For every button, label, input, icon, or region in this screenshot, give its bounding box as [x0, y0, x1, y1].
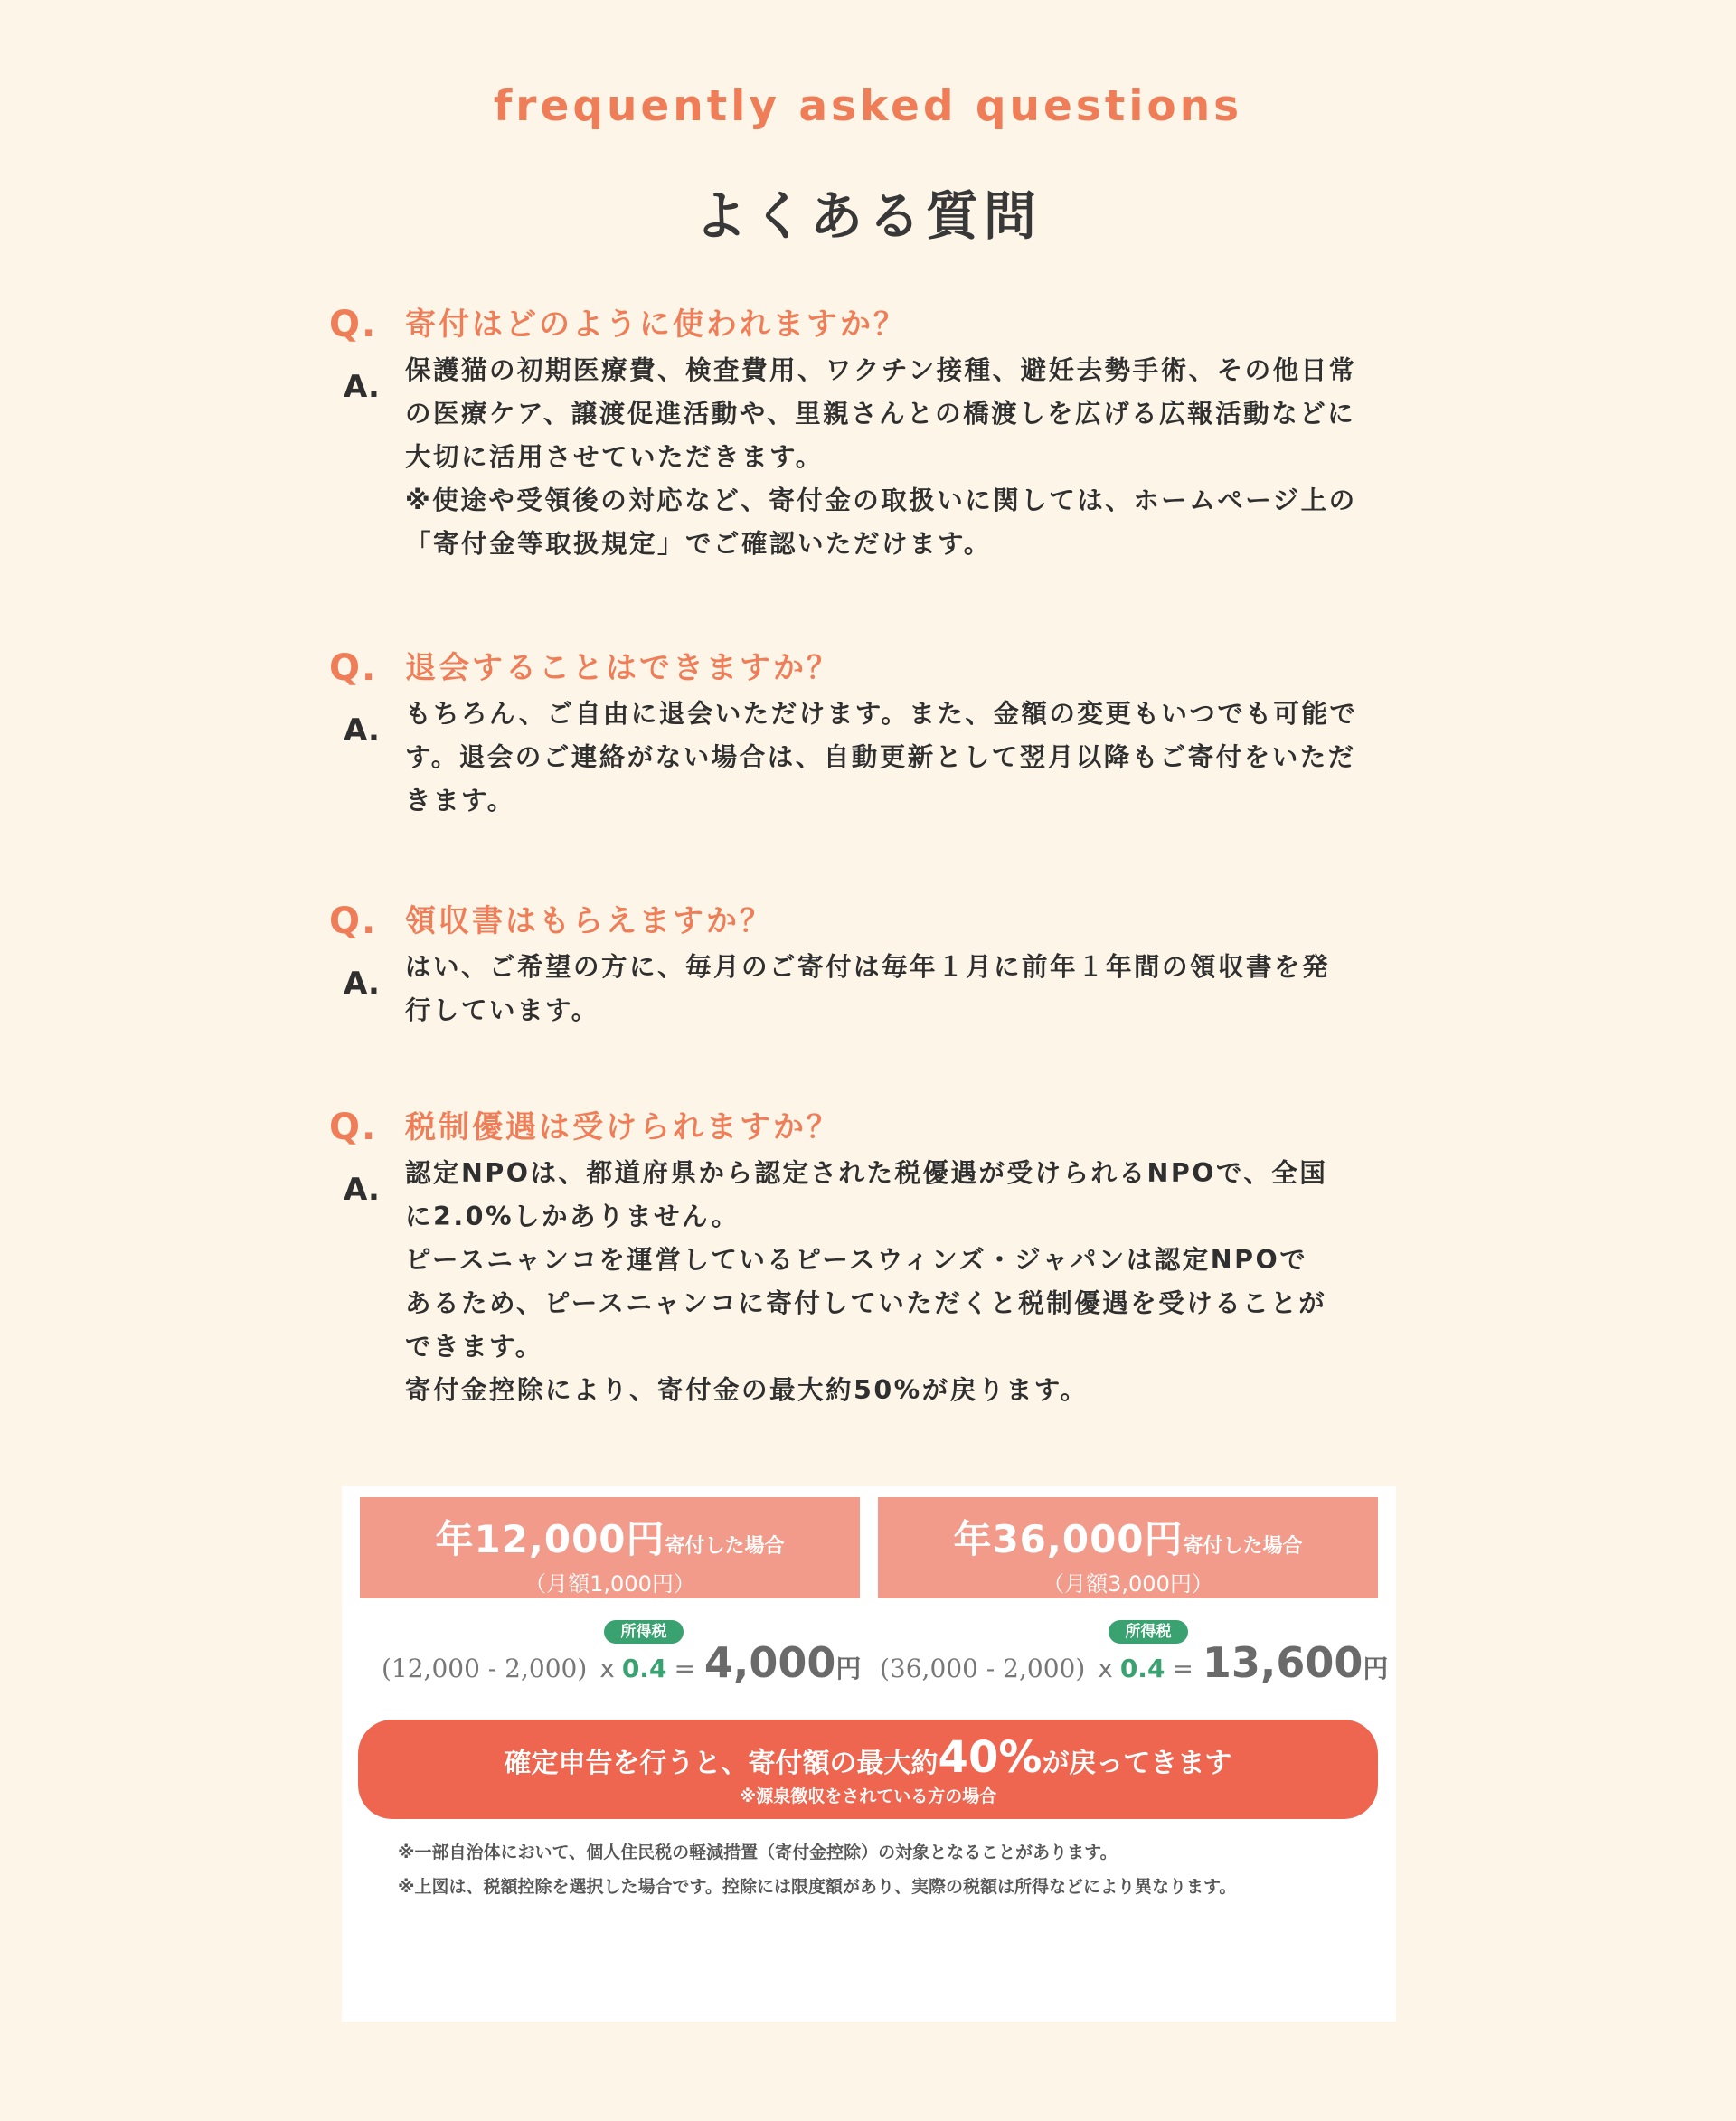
answer-line: あるため、ピースニャンコに寄付していただくと税制優遇を受けることが [405, 1288, 1327, 1318]
case-title [360, 1510, 860, 1564]
case-suffix: 寄付した場合 [1183, 1535, 1303, 1558]
formula-times: x [599, 1654, 615, 1683]
formula-base: (36,000 - 2,000) [880, 1654, 1086, 1683]
answer-line: す。退会のご連絡がない場合は、自動更新として翌月以降もご寄付をいただ [405, 742, 1356, 772]
formula-12000 [382, 1638, 861, 1702]
case-suffix: 寄付した場合 [665, 1535, 785, 1558]
faq-subtitle-en: frequently asked questions [493, 81, 1243, 131]
answer-row [329, 349, 1405, 566]
banner-before: 確定申告を行うと、寄付額の最大約 [504, 1748, 939, 1779]
answer-line: 行しています。 [405, 995, 599, 1025]
q-mark: Q. [329, 304, 378, 345]
answer-line: 「寄付金等取扱規定」でご確認いただけます。 [405, 529, 992, 559]
formula-result: 4,000 [703, 1638, 836, 1687]
answer-line: ※使途や受領後の対応など、寄付金の取扱いに関しては、ホームページ上の [405, 485, 1357, 515]
question-row [329, 302, 1405, 347]
case-monthly: （月額1,000円） [524, 1571, 695, 1597]
answer-line: できます。 [405, 1332, 543, 1362]
formula-equals: = [674, 1654, 695, 1683]
formula-rate: 0.4 [621, 1654, 667, 1683]
q-mark: Q. [329, 1107, 378, 1148]
case-monthly: （月額3,000円） [1043, 1571, 1213, 1597]
answer-row [329, 1152, 1405, 1412]
question-text: 税制優遇は受けられますか？ [405, 1109, 840, 1145]
formula-rate: 0.4 [1119, 1654, 1165, 1683]
answer-line: もちろん、ご自由に退会いただけます。また、金額の変更もいつでも可能で [405, 699, 1358, 729]
answer-line: 認定NPOは、都道府県から認定された税優遇が受けられるNPOで、全国 [405, 1158, 1328, 1188]
question-text: 寄付はどのように使われますか？ [405, 306, 907, 343]
faq-item [329, 646, 1405, 823]
answer-line: に2.0%しかありません。 [405, 1202, 740, 1231]
banner-text [358, 1732, 1378, 1783]
answer-line: はい、ご希望の方に、毎月のご寄付は毎年１月に前年１年間の領収書を発 [405, 952, 1331, 982]
income-tax-badge: 所得税 [1109, 1620, 1188, 1644]
answer-line: 寄付金控除により、寄付金の最大約50%が戻ります。 [405, 1375, 1089, 1405]
question-text: 領収書はもらえますか？ [405, 903, 773, 939]
answer-line: 保護猫の初期医療費、検査費用、ワクチン接種、避妊去勢手術、その他日常 [405, 355, 1357, 385]
case-header-12000 [360, 1497, 860, 1598]
banner-subnote: ※源泉徴収をされている方の場合 [739, 1786, 997, 1806]
case-title [878, 1510, 1378, 1564]
formula-yen: 円 [1363, 1654, 1389, 1683]
question-text: 退会することはできますか？ [405, 650, 840, 686]
formula-base: (12,000 - 2,000) [382, 1654, 588, 1683]
banner-percent: 40% [938, 1732, 1043, 1783]
income-tax-badge: 所得税 [604, 1620, 684, 1644]
question-row [329, 646, 1405, 691]
a-mark: A. [344, 369, 380, 405]
formula-equals: = [1172, 1654, 1194, 1683]
a-mark: A. [344, 712, 380, 749]
formula-36000 [880, 1638, 1388, 1702]
tax-deduction-infographic [342, 1486, 1396, 2022]
formula-times: x [1098, 1654, 1113, 1683]
answer-line: の医療ケア、譲渡促進活動や、里親さんとの橋渡しを広げる広報活動などに [405, 399, 1356, 429]
formula-result: 13,600 [1202, 1638, 1363, 1687]
case-prefix: 年 [435, 1517, 475, 1561]
answer-text [405, 1152, 1405, 1412]
question-row [329, 1105, 1405, 1150]
banner-after: が戻ってきます [1042, 1748, 1232, 1779]
answer-line: ピースニャンコを運営しているピースウィンズ・ジャパンは認定NPOで [405, 1245, 1308, 1275]
q-mark: Q. [329, 900, 378, 942]
faq-title: よくある質問 [693, 185, 1042, 247]
answer-text [405, 349, 1405, 566]
answer-line: きます。 [405, 786, 515, 815]
answer-row [329, 946, 1405, 1032]
case-header-36000 [878, 1497, 1378, 1598]
answer-line: 大切に活用させていただきます。 [405, 442, 824, 472]
question-row [329, 899, 1405, 944]
case-amount: 12,000円 [474, 1517, 665, 1561]
faq-item [329, 1105, 1405, 1412]
q-mark: Q. [329, 647, 378, 689]
faq-item [329, 302, 1405, 566]
answer-text [405, 693, 1405, 823]
faq-item [329, 899, 1405, 1032]
case-amount: 36,000円 [992, 1517, 1184, 1561]
formula-yen: 円 [835, 1654, 862, 1683]
case-prefix: 年 [953, 1517, 993, 1561]
a-mark: A. [344, 966, 380, 1002]
answer-text [405, 946, 1405, 1032]
answer-row [329, 693, 1405, 823]
a-mark: A. [344, 1172, 380, 1208]
refund-banner [358, 1720, 1378, 1819]
footnote: ※一部自治体において、個人住民税の軽減措置（寄付金控除）の対象となることがあります。 [398, 1843, 1118, 1862]
footnote: ※上図は、税額控除を選択した場合です。控除には限度額があり、実際の税額は所得などにより異なります。 [398, 1877, 1237, 1897]
